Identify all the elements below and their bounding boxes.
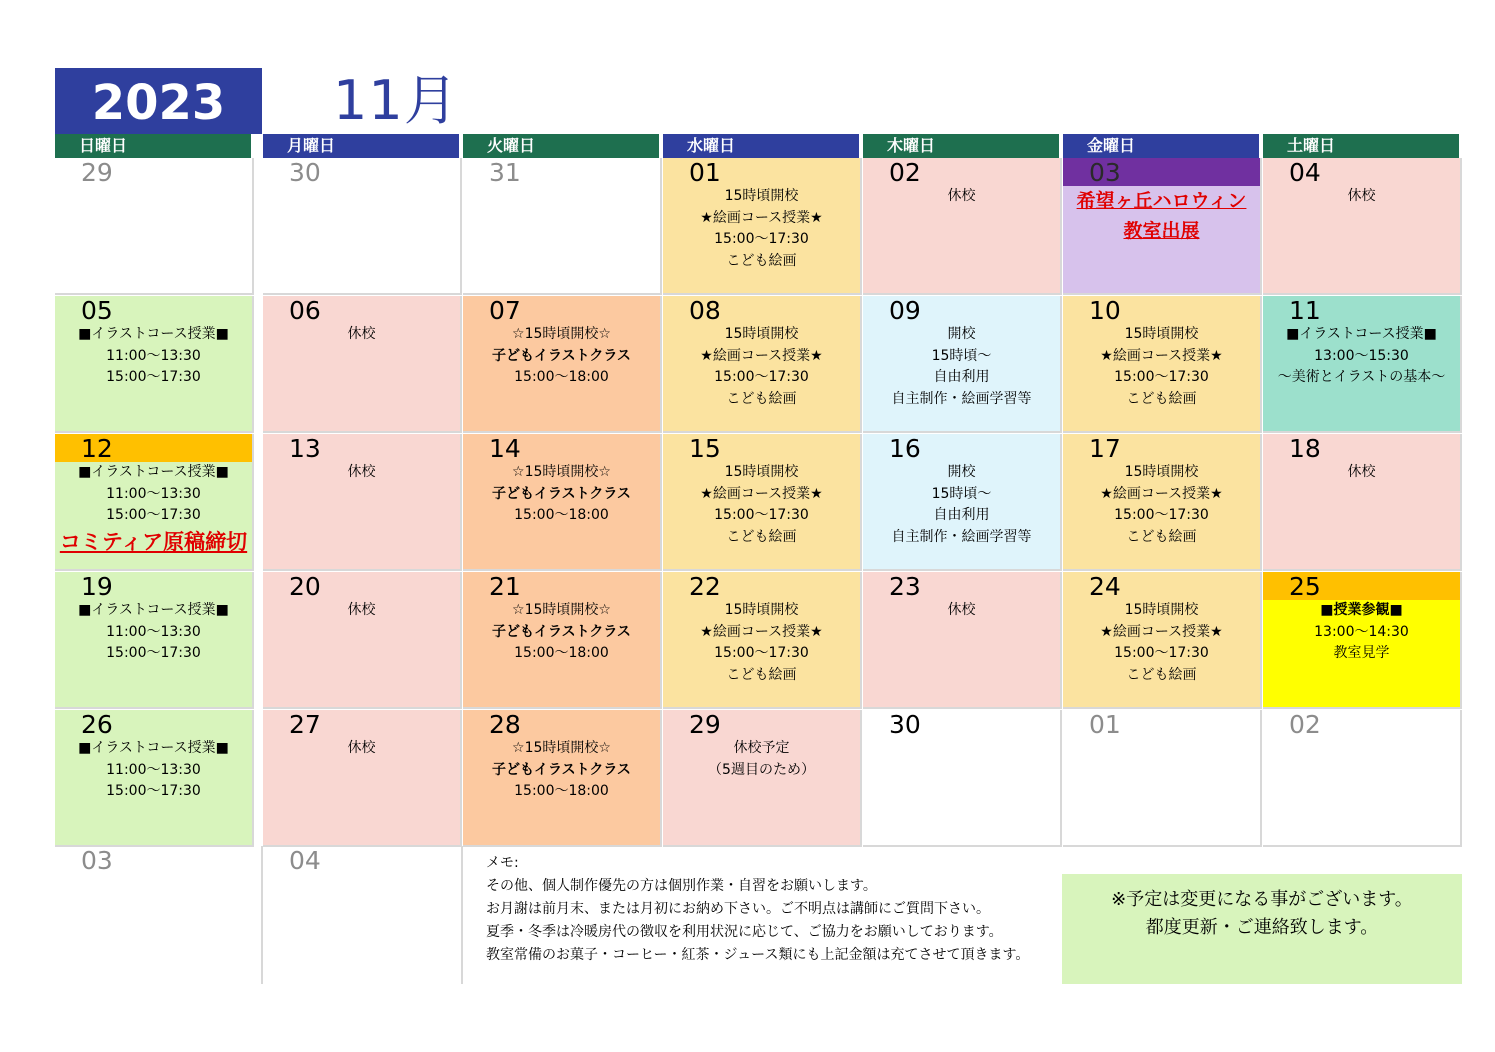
- day-cell: [263, 158, 462, 295]
- day-events: [1063, 462, 1260, 548]
- day-events: [463, 738, 660, 803]
- day-cell: [463, 296, 662, 433]
- day-number: 01: [689, 158, 721, 187]
- day-number: 13: [289, 434, 321, 463]
- event-line: 11:00～13:30: [106, 347, 201, 364]
- event-line: 15:00～17:30: [1114, 507, 1209, 523]
- event-line: 休校: [347, 602, 376, 618]
- event-line: こども絵画: [726, 528, 797, 545]
- day-events: [55, 600, 252, 665]
- weekday-monday: 月曜日: [263, 134, 459, 158]
- weekday-tuesday: 火曜日: [463, 134, 659, 158]
- event-line: 15時頃～: [931, 485, 992, 502]
- event-line: 15:00～18:00: [514, 369, 609, 385]
- event-line: ☆15時頃開校☆: [512, 326, 611, 342]
- event-line: 子どもイラストクラス: [492, 485, 631, 502]
- day-cell: [463, 710, 662, 847]
- event-line: こども絵画: [1126, 528, 1197, 545]
- event-link-comitia-deadline[interactable]: コミティア原稿締切: [59, 529, 248, 554]
- event-line: 15時頃開校: [724, 464, 799, 480]
- day-cell: [663, 158, 862, 295]
- day-events: [263, 462, 460, 484]
- event-line: ☆15時頃開校☆: [512, 464, 611, 480]
- day-events: [863, 324, 1060, 410]
- event-line: ★絵画コース授業★: [700, 485, 823, 502]
- memo-section: [486, 852, 1029, 967]
- extra-day-cell: [263, 846, 463, 984]
- day-cell: [1063, 296, 1262, 433]
- event-line: 15:00～17:30: [714, 507, 809, 523]
- day-events: [263, 738, 460, 760]
- event-line: 11:00～13:30: [106, 761, 201, 778]
- day-events: [1263, 324, 1460, 389]
- day-events: [663, 600, 860, 686]
- day-events: [1063, 324, 1260, 410]
- day-number: 11: [1289, 296, 1321, 325]
- event-line: 休校: [347, 326, 376, 342]
- day-number: 22: [689, 572, 721, 601]
- event-line: （5週目のため）: [708, 761, 815, 778]
- day-events: [663, 462, 860, 548]
- event-line: 休校: [947, 188, 976, 204]
- day-number: 12: [55, 434, 252, 462]
- event-line: 教室見学: [1333, 645, 1390, 661]
- event-line: 15時頃開校: [1124, 464, 1199, 480]
- day-cell: [1263, 572, 1462, 709]
- day-cell: [263, 434, 462, 571]
- event-line: こども絵画: [726, 390, 797, 407]
- event-line: 15時頃開校: [724, 326, 799, 342]
- day-number: 03: [81, 846, 113, 875]
- day-number: 04: [1289, 158, 1321, 187]
- event-line: 自主制作・絵画学習等: [891, 528, 1032, 545]
- event-line: 休校: [347, 464, 376, 480]
- day-number: 01: [1089, 710, 1121, 739]
- day-cell: [55, 572, 254, 709]
- day-events: [55, 324, 252, 389]
- event-line: こども絵画: [1126, 666, 1197, 683]
- notice-line: ※予定は変更になる事がございます。: [1111, 889, 1413, 910]
- day-number: 30: [289, 158, 321, 187]
- event-line: 15:00～17:30: [106, 783, 201, 799]
- event-line: こども絵画: [726, 252, 797, 269]
- day-cell: [1063, 710, 1262, 847]
- event-line: 休校: [1347, 464, 1376, 480]
- day-number: 17: [1089, 434, 1121, 463]
- day-cell: [1063, 572, 1262, 709]
- day-number: 31: [489, 158, 521, 187]
- day-number: 24: [1089, 572, 1121, 601]
- weekday-header-row: [55, 134, 1462, 158]
- event-line: ■イラストコース授業■: [1286, 326, 1437, 342]
- day-cell: [863, 572, 1062, 709]
- day-cell: [463, 434, 662, 571]
- memo-line: 夏季・冬季は冷暖房代の徴収を利用状況に応じて、ご協力をお願いしております。: [486, 924, 1003, 940]
- day-cell: [863, 434, 1062, 571]
- weekday-friday: 金曜日: [1063, 134, 1259, 158]
- event-line: ★絵画コース授業★: [700, 209, 823, 226]
- day-number: 23: [889, 572, 921, 601]
- event-line: 13:00～15:30: [1314, 347, 1409, 364]
- day-number: 25: [1263, 572, 1460, 600]
- schedule-change-notice: [1062, 874, 1462, 984]
- day-cell: [55, 296, 254, 433]
- day-events: [1263, 462, 1460, 484]
- day-events: [1063, 186, 1260, 246]
- event-line: 15:00～17:30: [106, 507, 201, 523]
- event-line: 開校: [947, 326, 976, 342]
- day-number: 10: [1089, 296, 1121, 325]
- event-line: 休校: [347, 740, 376, 756]
- weekday-saturday: 土曜日: [1263, 134, 1459, 158]
- event-line: 自由利用: [933, 507, 990, 523]
- event-line: ★絵画コース授業★: [700, 623, 823, 640]
- event-line: 15:00～17:30: [714, 645, 809, 661]
- day-events: [463, 324, 660, 389]
- day-cell: [663, 572, 862, 709]
- month-title: 11月: [333, 69, 459, 132]
- event-line: 15:00～17:30: [1114, 369, 1209, 385]
- event-line: ★絵画コース授業★: [1100, 623, 1223, 640]
- event-link-exhibit[interactable]: 教室出展: [1123, 220, 1200, 242]
- event-line: 子どもイラストクラス: [492, 347, 631, 364]
- event-line: 子どもイラストクラス: [492, 761, 631, 778]
- event-line: 15時頃開校: [724, 188, 799, 204]
- day-cell: [263, 710, 462, 847]
- event-line: 15時頃開校: [1124, 602, 1199, 618]
- event-line: 休校: [947, 602, 976, 618]
- day-cell: [1263, 434, 1462, 571]
- day-number: 06: [289, 296, 321, 325]
- day-cell: [463, 158, 662, 295]
- event-line: 子どもイラストクラス: [492, 623, 631, 640]
- event-line: 15:00～17:30: [106, 369, 201, 385]
- event-line: ■イラストコース授業■: [78, 326, 229, 342]
- day-events: [663, 324, 860, 410]
- extra-day-cell: [55, 846, 263, 984]
- event-line: 自主制作・絵画学習等: [891, 390, 1032, 407]
- day-number: 15: [689, 434, 721, 463]
- day-cell: [55, 158, 254, 295]
- event-line: 15:00～18:00: [514, 783, 609, 799]
- event-line: こども絵画: [1126, 390, 1197, 407]
- event-line: 15時頃～: [931, 347, 992, 364]
- memo-line: その他、個人制作優先の方は個別作業・自習をお願いします。: [486, 878, 877, 894]
- event-line: ★絵画コース授業★: [700, 347, 823, 364]
- day-events: [1263, 186, 1460, 208]
- day-cell: [1263, 296, 1462, 433]
- event-line: ～美術とイラストの基本～: [1277, 369, 1446, 385]
- day-cell: [663, 434, 862, 571]
- day-number: 19: [81, 572, 113, 601]
- day-number: 05: [81, 296, 113, 325]
- day-cell: [863, 158, 1062, 295]
- day-events: [1063, 600, 1260, 686]
- day-number: 29: [689, 710, 721, 739]
- event-line: 休校予定: [733, 740, 790, 756]
- day-cell: [1263, 710, 1462, 847]
- day-cell: [55, 710, 254, 847]
- day-number: 03: [1063, 158, 1260, 186]
- weekday-wednesday: 水曜日: [663, 134, 859, 158]
- memo-line: お月謝は前月末、または月初にお納め下さい。ご不明点は講師にご質問下さい。: [486, 901, 990, 917]
- memo-title: メモ:: [486, 855, 519, 871]
- event-link-halloween[interactable]: 希望ヶ丘ハロウィン: [1076, 190, 1247, 212]
- day-events: [263, 600, 460, 622]
- day-number: 14: [489, 434, 521, 463]
- day-cell: [263, 572, 462, 709]
- day-events: [463, 462, 660, 527]
- day-number: 28: [489, 710, 521, 739]
- weekday-thursday: 木曜日: [863, 134, 1059, 158]
- day-number: 20: [289, 572, 321, 601]
- day-events: [663, 186, 860, 272]
- event-line: ☆15時頃開校☆: [512, 740, 611, 756]
- day-number: 04: [289, 846, 321, 875]
- event-line: 15:00～17:30: [106, 645, 201, 661]
- day-number: 02: [889, 158, 921, 187]
- memo-line: 教室常備のお菓子・コーヒー・紅茶・ジュース類にも上記金額は充てさせて頂きます。: [486, 947, 1030, 963]
- event-line: 13:00～14:30: [1314, 623, 1409, 640]
- event-line: ★絵画コース授業★: [1100, 347, 1223, 364]
- day-events: [863, 462, 1060, 548]
- event-line: 15:00～17:30: [1114, 645, 1209, 661]
- day-cell: [1063, 158, 1262, 295]
- day-number: 02: [1289, 710, 1321, 739]
- day-events: [663, 738, 860, 781]
- event-line: ★絵画コース授業★: [1100, 485, 1223, 502]
- event-line: こども絵画: [726, 666, 797, 683]
- day-number: 09: [889, 296, 921, 325]
- day-cell: [663, 710, 862, 847]
- day-cell: [663, 296, 862, 433]
- day-number: 29: [81, 158, 113, 187]
- weekday-sunday: 日曜日: [55, 134, 251, 158]
- day-events: [55, 462, 252, 557]
- day-cell: [463, 572, 662, 709]
- event-line: 15:00～18:00: [514, 507, 609, 523]
- day-number: 26: [81, 710, 113, 739]
- day-events: [863, 186, 1060, 208]
- day-events: [463, 600, 660, 665]
- day-events: [55, 738, 252, 803]
- event-line: 11:00～13:30: [106, 623, 201, 640]
- day-number: 08: [689, 296, 721, 325]
- event-line: 15:00～17:30: [714, 231, 809, 247]
- event-line: 15:00～18:00: [514, 645, 609, 661]
- day-number: 30: [889, 710, 921, 739]
- event-line: 15時頃開校: [724, 602, 799, 618]
- day-cell: [1263, 158, 1462, 295]
- day-events: [863, 600, 1060, 622]
- day-events: [263, 324, 460, 346]
- event-line: ■授業参観■: [1320, 602, 1403, 618]
- day-cell: [55, 434, 254, 571]
- day-cell: [863, 710, 1062, 847]
- event-line: 開校: [947, 464, 976, 480]
- day-number: 27: [289, 710, 321, 739]
- event-line: 15:00～17:30: [714, 369, 809, 385]
- event-line: 休校: [1347, 188, 1376, 204]
- event-line: ■イラストコース授業■: [78, 464, 229, 480]
- notice-line: 都度更新・ご連絡致します。: [1145, 917, 1379, 938]
- event-line: ■イラストコース授業■: [78, 602, 229, 618]
- day-number: 16: [889, 434, 921, 463]
- day-number: 21: [489, 572, 521, 601]
- day-number: 07: [489, 296, 521, 325]
- event-line: ☆15時頃開校☆: [512, 602, 611, 618]
- day-events: [1263, 600, 1460, 665]
- day-cell: [863, 296, 1062, 433]
- year-header: 2023: [55, 68, 262, 134]
- event-line: 15時頃開校: [1124, 326, 1199, 342]
- event-line: 自由利用: [933, 369, 990, 385]
- day-cell: [263, 296, 462, 433]
- day-number: 18: [1289, 434, 1321, 463]
- event-line: 11:00～13:30: [106, 485, 201, 502]
- event-line: ■イラストコース授業■: [78, 740, 229, 756]
- day-cell: [1063, 434, 1262, 571]
